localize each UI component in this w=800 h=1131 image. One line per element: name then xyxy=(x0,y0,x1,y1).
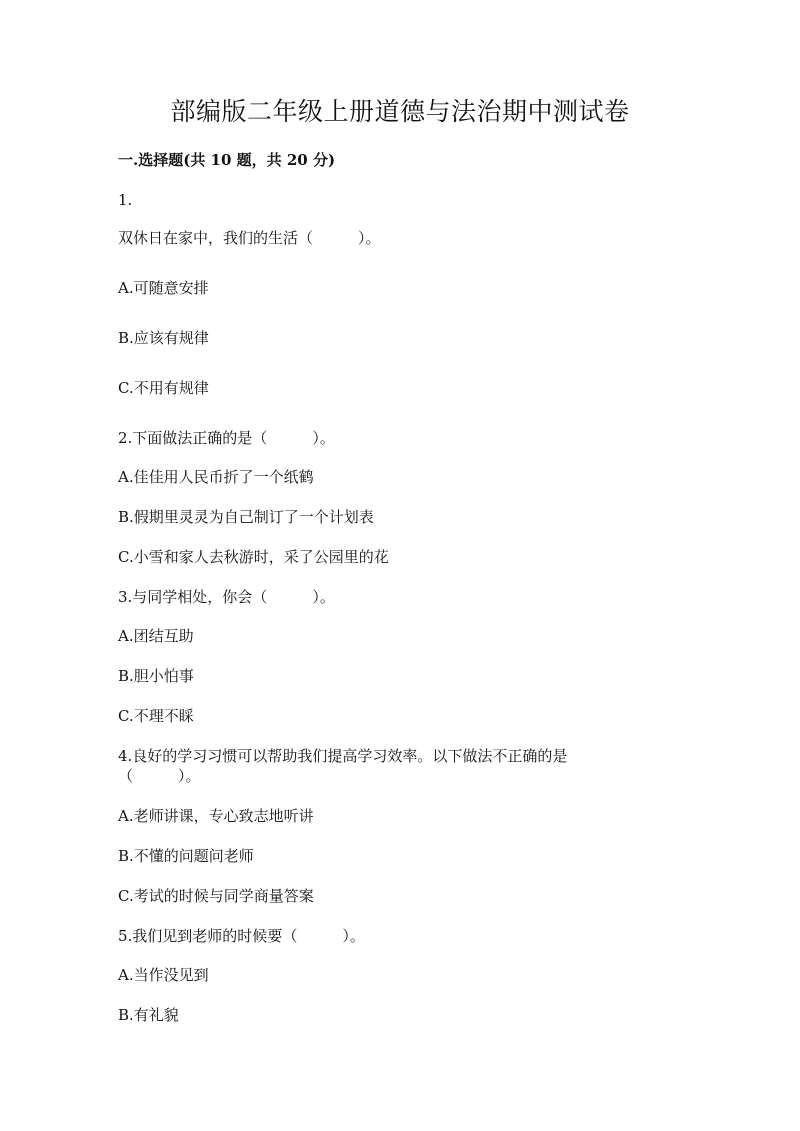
question-3-stem: 3.与同学相处，你会（ ）。 xyxy=(118,588,335,606)
question-4-option-c: C.考试的时候与同学商量答案 xyxy=(118,887,314,905)
question-3-option-a: A.团结互助 xyxy=(118,627,194,645)
question-1-option-a: A.可随意安排 xyxy=(118,279,209,297)
question-2-stem: 2.下面做法正确的是（ ）。 xyxy=(118,429,335,447)
question-4-stem-line-1: 4.良好的学习习惯可以帮助我们提高学习效率。以下做法不正确的是 xyxy=(118,747,568,765)
section-heading: 一.选择题(共 10 题，共 20 分) xyxy=(118,151,336,169)
question-5-option-a: A.当作没见到 xyxy=(118,966,209,984)
question-1-number: 1. xyxy=(118,191,133,209)
question-1-stem: 双休日在家中，我们的生活（ ）。 xyxy=(118,229,381,247)
question-4-stem-line-2: （ ）。 xyxy=(118,767,201,785)
question-1-option-b: B.应该有规律 xyxy=(118,329,209,347)
question-5-option-b: B.有礼貌 xyxy=(118,1006,179,1024)
question-4-option-b: B.不懂的问题问老师 xyxy=(118,847,254,865)
question-2-option-c: C.小雪和家人去秋游时，采了公园里的花 xyxy=(118,548,389,566)
question-3-option-b: B.胆小怕事 xyxy=(118,667,194,685)
question-5-stem: 5.我们见到老师的时候要（ ）。 xyxy=(118,927,365,945)
page-title: 部编版二年级上册道德与法治期中测试卷 xyxy=(170,97,630,126)
question-2-option-a: A.佳佳用人民币折了一个纸鹤 xyxy=(118,468,314,486)
question-2-option-b: B.假期里灵灵为自己制订了一个计划表 xyxy=(118,508,374,526)
question-1-option-c: C.不用有规律 xyxy=(118,379,209,397)
question-4-option-a: A.老师讲课，专心致志地听讲 xyxy=(118,807,314,825)
question-3-option-c: C.不理不睬 xyxy=(118,707,194,725)
